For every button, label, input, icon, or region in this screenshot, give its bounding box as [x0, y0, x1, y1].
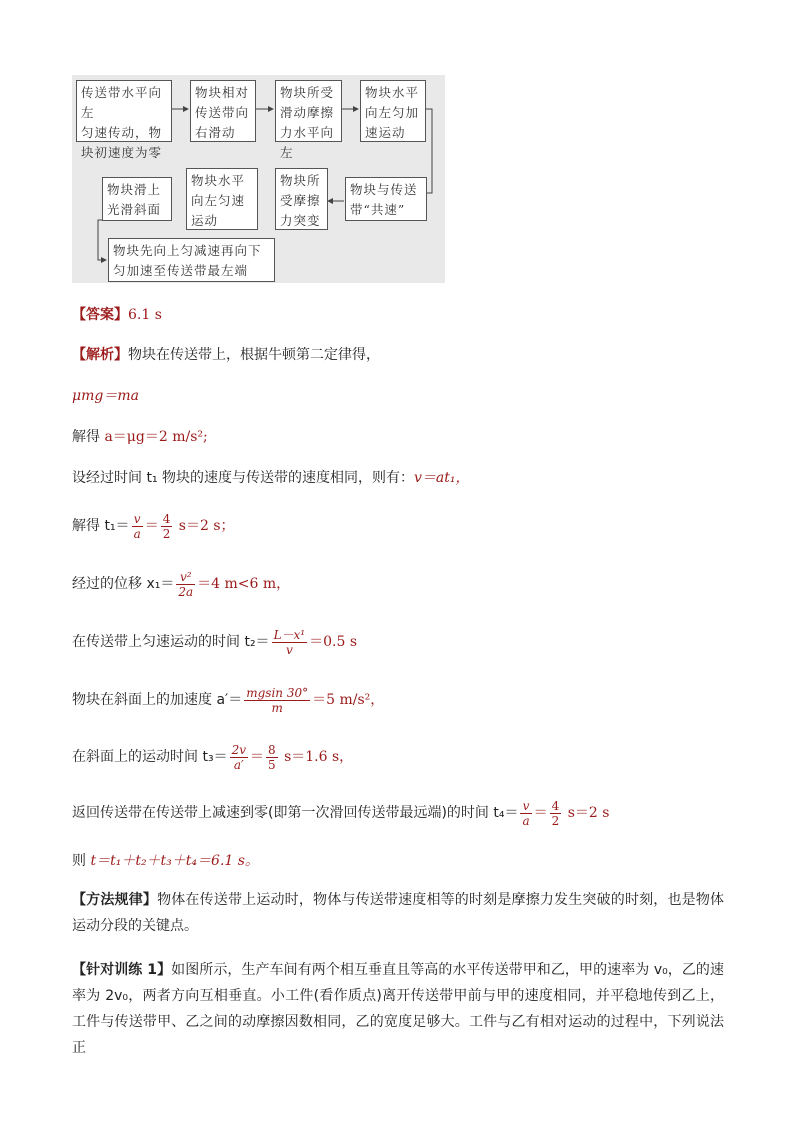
l8-text: 物块在斜面上的加速度 a′＝ [72, 692, 243, 708]
method-tag: 【方法规律】 [72, 892, 158, 908]
l11-text: 则 [72, 853, 91, 869]
analysis-line-10: 返回传送带在传送带上减速到零(即第一次滑回传送带最远端)的时间 t₄＝ $\frac{v}{a}$ ＝ $\frac{4}{2}$ s＝2 s [72, 798, 610, 828]
l4-text: 设经过时间 t₁ 物块的速度与传送带的速度相同，则有： [72, 470, 415, 486]
analysis-line-11 [72, 851, 259, 871]
flow-node-2: 物块相对 传送带向 右滑动 [190, 80, 256, 142]
exercise-paragraph [72, 957, 724, 1061]
fraction: $\frac{\text{L－x¹}}{v}$ [273, 627, 306, 657]
exercise-tag: 【针对训练 1】 [72, 962, 172, 978]
flow-node-7: 物块水平 向左匀速 运动 [186, 168, 258, 230]
analysis-tag: 【解析】 [72, 347, 128, 363]
answer-line [72, 305, 162, 325]
flow-node-9: 物块先向上匀减速再向下 匀加速至传送带最左端 [108, 238, 275, 282]
answer-value: 6.1 s [128, 307, 162, 323]
l7-text: 在传送带上匀速运动的时间 t₂＝ [72, 634, 270, 650]
analysis-line-9: 在斜面上的运动时间 t₃＝ $\frac{2v}{a'}$ ＝ $\frac{8}{5}$ s＝1.6 s， [72, 742, 354, 772]
answer-tag: 【答案】 [72, 307, 128, 323]
fraction: $\frac{v}{a}$ [522, 798, 530, 828]
equation-1: μmg＝ma [72, 388, 139, 404]
l3-text: 解得 [72, 429, 105, 445]
analysis-line-2 [72, 386, 139, 406]
analysis-line-7: 在传送带上匀速运动的时间 t₂＝ $\frac{\text{L－x¹}}{v}$ ＝0.5 s [72, 627, 358, 657]
l3-math: a＝μg＝2 m/s²; [104, 429, 208, 445]
flow-node-6: 物块所 受摩擦 力突变 [275, 168, 328, 230]
flow-node-8: 物块滑上 光滑斜面 [102, 177, 172, 221]
l10-text: 返回传送带在传送带上减速到零(即第一次滑回传送带最远端)的时间 t₄＝ [72, 805, 519, 821]
l11-math: t＝t₁＋t₂＋t₃＋t₄＝6.1 s。 [90, 853, 259, 869]
fraction: $\frac{4}{2}$ [551, 798, 560, 828]
l5-text: 解得 t₁＝ [72, 518, 130, 534]
method-text: 物体在传送带上运动时，物体与传送带速度相等的时刻是摩擦力发生突破的时刻，也是物体运动分段的关键点。 [72, 892, 725, 934]
flow-node-5: 物块与传送 带“共速” [345, 177, 427, 221]
fraction: $\frac{\text{v²}}{2a}$ [178, 569, 194, 599]
method-paragraph [72, 887, 724, 939]
flow-node-4: 物块水平 向左匀加 速运动 [360, 80, 426, 142]
flowchart [72, 75, 445, 283]
fraction: $\frac{v}{a}$ [133, 511, 141, 541]
fraction: $\frac{mgsin 30^\circ}{m}$ [246, 685, 309, 715]
flow-node-1: 传送带水平向左 匀速传动，物 块初速度为零 [76, 80, 172, 142]
l4-math: v＝at₁， [414, 470, 470, 486]
l6-text: 经过的位移 x₁＝ [72, 576, 175, 592]
exercise-text: 如图所示，生产车间有两个相互垂直且等高的水平传送带甲和乙，甲的速率为 v₀，乙的速率为 2v₀，两者方向互相垂直。小工件(看作质点)离开传送带甲前与甲的速度相同，并平稳地传到乙上，工件与传送带甲、乙之间的动摩擦因数相同，乙的宽度足够大。工件与乙有相对运动的过程中，下列说法正 [72, 962, 724, 1056]
analysis-line-1 [72, 345, 380, 365]
analysis-intro: 物块在传送带上，根据牛顿第二定律得， [128, 347, 380, 363]
analysis-line-3 [72, 427, 208, 447]
analysis-line-6: 经过的位移 x₁＝ $\frac{\text{v²}}{2a}$ ＝4 m<6 m， [72, 569, 291, 599]
fraction: $\frac{2v}{a'}$ [231, 742, 246, 772]
analysis-line-4 [72, 468, 470, 488]
flow-node-3: 物块所受 滑动摩擦 力水平向左 [275, 80, 342, 142]
analysis-line-5: 解得 t₁＝ $\frac{v}{a}$ ＝ $\frac{4}{2}$ s＝2 s； [72, 511, 235, 541]
fraction: $\frac{8}{5}$ [267, 742, 276, 772]
l9-text: 在斜面上的运动时间 t₃＝ [72, 749, 228, 765]
analysis-line-8: 物块在斜面上的加速度 a′＝ $\frac{mgsin 30^\circ}{m}$ ＝5 m/s²， [72, 685, 385, 715]
fraction: $\frac{4}{2}$ [162, 511, 171, 541]
